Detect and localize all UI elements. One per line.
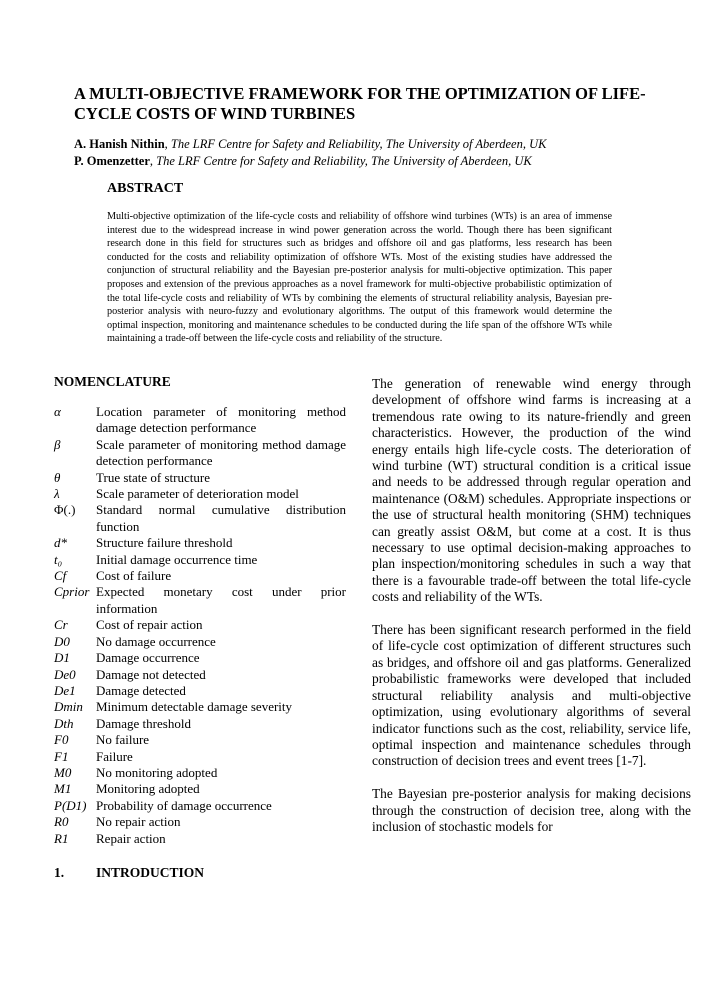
nomenclature-symbol: D0 <box>54 633 70 649</box>
nomenclature-symbol: R1 <box>54 830 69 846</box>
nomenclature-symbol: α <box>54 404 61 419</box>
nomenclature-definition: No damage occurrence <box>96 633 216 649</box>
nomenclature-definition: Failure <box>96 748 133 764</box>
nomenclature-symbol: Φ(.) <box>54 502 76 518</box>
abstract-heading: ABSTRACT <box>107 181 184 196</box>
nomenclature-definition: Expected monetary cost under prior information <box>96 584 346 616</box>
nomenclature-definition: Scale parameter of monitoring method damage detection performance <box>96 436 346 469</box>
section-number: 1. <box>54 864 65 880</box>
nomenclature-definition: No failure <box>96 732 150 748</box>
nomenclature-symbol: t₀ <box>54 551 63 567</box>
nomenclature-definition: Structure failure threshold <box>96 535 233 551</box>
nomenclature-definition: Damage occurrence <box>96 650 200 666</box>
nomenclature-definition: Cost of repair action <box>96 617 203 633</box>
nomenclature-definition: Damage not detected <box>96 666 206 682</box>
right-column <box>372 376 691 852</box>
nomenclature-item <box>54 568 346 584</box>
nomenclature-item <box>54 486 346 502</box>
nomenclature-symbol: F1 <box>54 748 69 764</box>
nomenclature-item <box>54 552 346 568</box>
nomenclature-item <box>54 749 346 765</box>
nomenclature-symbol: Cr <box>54 617 68 633</box>
introduction-heading <box>54 865 346 881</box>
nomenclature-definition: True state of structure <box>96 469 210 485</box>
abstract-text: Multi-objective optimization of the life-cycle costs and reliability of offshore wind turbines (WTs) is an area of immense interest due to the widespread increase in wind power generation across the world. Though there has been significant research done in this field for structures such as bridges and offshore oil and gas platforms, less research has been conducted for the costs and reliability optimization of offshore WTs. Most of the existing studies have addressed the conjunction of structural reliability and the Bayesian pre-posterior analysis for multi-objective optimization. This paper proposes and extension of the previous approaches as a novel framework for multi-objective probabilistic optimization of the total life-cycle costs and reliability of WTs by combining the elements of structural reliability analysis, Bayesian pre-posterior analysis with neuro-fuzzy and evolutionary algorithms. The output of this framework would determine the optimal inspection, monitoring and maintenance schedules to be conducted during the life span of the offshore WTs while maintaining a trade-off between the life-cycle costs and reliability of the structure. <box>107 211 612 345</box>
author-list <box>74 136 684 170</box>
nomenclature-symbol: Dth <box>54 715 74 731</box>
nomenclature-item <box>54 798 346 814</box>
nomenclature-symbol: De1 <box>54 682 76 698</box>
left-column <box>54 374 346 881</box>
nomenclature-definition: Scale parameter of deterioration model <box>96 486 299 502</box>
nomenclature-symbol: Dmin <box>54 699 83 715</box>
nomenclature-item <box>54 437 346 470</box>
nomenclature-item <box>54 699 346 715</box>
nomenclature-list <box>54 404 346 847</box>
nomenclature-item <box>54 584 346 617</box>
nomenclature-item <box>54 732 346 748</box>
nomenclature-definition: Damage detected <box>96 682 186 698</box>
nomenclature-symbol: d* <box>54 535 67 551</box>
nomenclature-item <box>54 683 346 699</box>
nomenclature-symbol: λ <box>54 486 60 502</box>
nomenclature-symbol: M1 <box>54 781 72 797</box>
nomenclature-item <box>54 667 346 683</box>
author-affiliation: The LRF Centre for Safety and Reliability, The University of Aberdeen, UK <box>170 137 547 151</box>
nomenclature-item <box>54 814 346 830</box>
nomenclature-definition: Minimum detectable damage severity <box>96 699 293 715</box>
paper-title: A MULTI-OBJECTIVE FRAMEWORK FOR THE OPTIMIZATION OF LIFE-CYCLE COSTS OF WIND TURBINES <box>74 84 646 123</box>
nomenclature-symbol: θ <box>54 469 61 485</box>
nomenclature-item <box>54 716 346 732</box>
nomenclature-item <box>54 535 346 551</box>
nomenclature-symbol: β <box>54 436 61 452</box>
author-affiliation: The LRF Centre for Safety and Reliability, The University of Aberdeen, UK <box>156 154 532 168</box>
nomenclature-symbol: Cf <box>54 568 67 584</box>
nomenclature-definition: Cost of failure <box>96 568 172 584</box>
nomenclature-definition: Monitoring adopted <box>96 781 200 797</box>
nomenclature-symbol: R0 <box>54 814 69 830</box>
nomenclature-item <box>54 634 346 650</box>
nomenclature-definition: Initial damage occurrence time <box>96 551 258 567</box>
nomenclature-item <box>54 831 346 847</box>
nomenclature-symbol: F0 <box>54 732 69 748</box>
author-name: A. Hanish Nithin <box>74 137 165 151</box>
nomenclature-item <box>54 470 346 486</box>
nomenclature-item <box>54 650 346 666</box>
nomenclature-definition: Location parameter of monitoring method damage detection performance <box>96 404 346 436</box>
nomenclature-item <box>54 781 346 797</box>
nomenclature-definition: No repair action <box>96 814 181 830</box>
nomenclature-heading: NOMENCLATURE <box>54 374 171 389</box>
section-title: INTRODUCTION <box>96 864 205 880</box>
nomenclature-item <box>54 502 346 535</box>
body-paragraph: The generation of renewable wind energy through development of offshore wind farms is increasing at a tremendous rate owing to its nature-friendly and green characteristics. However, the production of the wind energy entails high life-cycle costs. The deterioration of wind turbine (WT) structural condition is a critical issue and needs to be addressed through regular operation and maintenance (O&M) schedules. Appropriate inspections or the use of structural health monitoring (SHM) techniques can greatly assist O&M, but come at a cost. It is thus necessary to use optimal decision-making approaches to plan inspection/monitoring schedules in such a way that there is a favourable trade-off between the total life-cycle costs and reliability of the WTs. <box>372 376 691 605</box>
nomenclature-definition: Probability of damage occurrence <box>96 797 272 813</box>
author-line: P. Omenzetter, The LRF Centre for Safety and Reliability, The University of Aberdeen, UK <box>74 154 532 168</box>
nomenclature-symbol: Cprior <box>54 584 90 600</box>
nomenclature-definition: Damage threshold <box>96 715 191 731</box>
nomenclature-symbol: P(D1) <box>54 797 87 813</box>
nomenclature-symbol: M0 <box>54 764 72 780</box>
nomenclature-item <box>54 765 346 781</box>
nomenclature-definition: Standard normal cumulative distribution function <box>96 502 346 534</box>
nomenclature-symbol: D1 <box>54 650 70 666</box>
author-name: P. Omenzetter <box>74 154 150 168</box>
nomenclature-symbol: De0 <box>54 666 76 682</box>
nomenclature-item <box>54 617 346 633</box>
body-paragraph: There has been significant research performed in the field of life-cycle cost optimization of different structures such as bridges, and offshore oil and gas platforms. Generalized probabilistic frameworks were developed that included structural reliability analysis and multi-objective optimization, using evolutionary algorithms of several indicator functions such as the cost, reliability, service life, optimal inspection and maintenance schedules through construction of decision trees and event trees [1-7]. <box>372 622 691 769</box>
nomenclature-definition: No monitoring adopted <box>96 764 218 780</box>
body-paragraph: The Bayesian pre-posterior analysis for making decisions through the construction of decision tree, along with the inclusion of stochastic models for <box>372 786 691 834</box>
nomenclature-item <box>54 404 346 437</box>
nomenclature-definition: Repair action <box>96 830 166 846</box>
author-line: A. Hanish Nithin, The LRF Centre for Safety and Reliability, The University of Aberdeen, UK <box>74 137 547 151</box>
